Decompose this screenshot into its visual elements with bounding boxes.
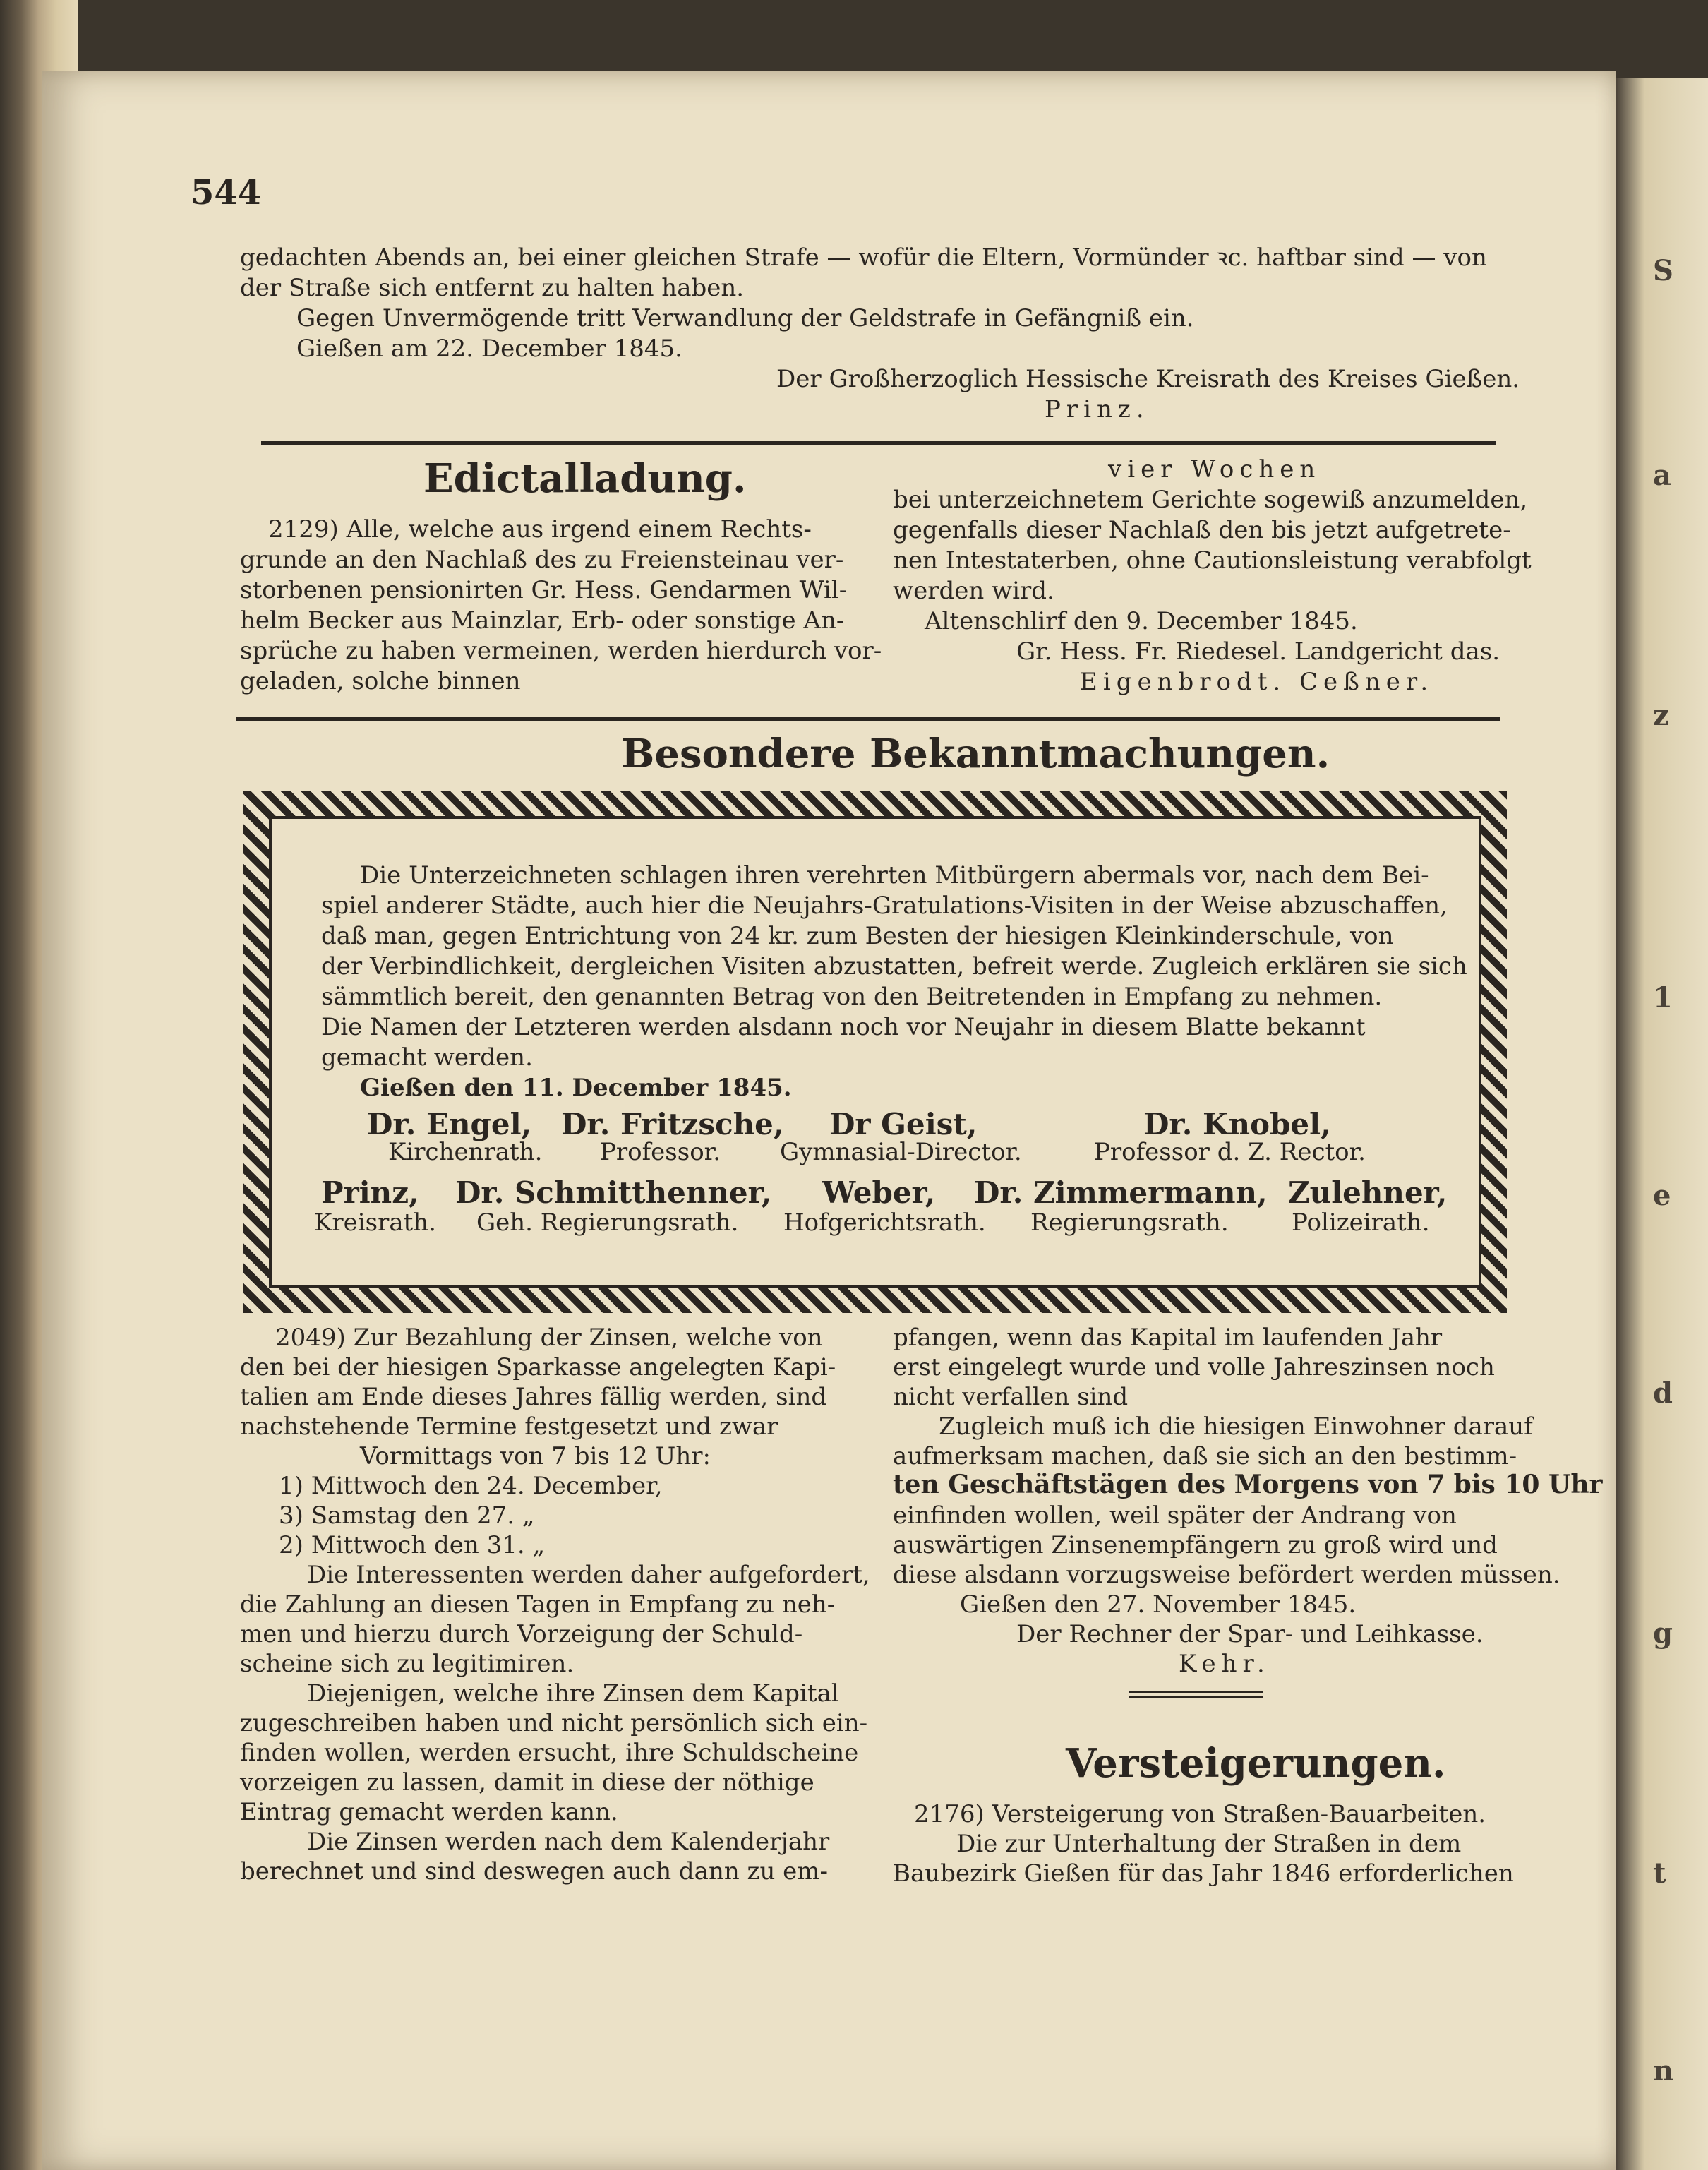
text-line: auswärtigen Zinsenempfängern zu groß wird und — [893, 1531, 1498, 1559]
text-line: der Straße sich entfernt zu halten haben. — [240, 274, 745, 302]
text-line: vorzeigen zu lassen, damit in diese der nöthige — [240, 1768, 814, 1797]
signature-line: Der Großherzoglich Hessische Kreisrath des Kreises Gießen. — [776, 365, 1520, 393]
signatory-name: Dr. Schmitthenner, — [455, 1175, 772, 1210]
signatory-title: Gymnasial-Director. — [780, 1138, 1022, 1166]
text-line: 2049) Zur Bezahlung der Zinsen, welche von — [275, 1324, 823, 1352]
signatory-name: Dr. Fritzsche, — [561, 1107, 784, 1141]
text-line: 3) Samstag den 27. „ — [279, 1501, 535, 1530]
facing-page-letter: 1 — [1653, 981, 1673, 1014]
text-line: Die Namen der Letzteren werden alsdann noch vor Neujahr in diesem Blatte bekannt — [321, 1013, 1366, 1041]
text-line: gedachten Abends an, bei einer gleichen Strafe — wofür die Eltern, Vormünder ꝛc. haftbar sind — von — [240, 244, 1487, 272]
text-line: talien am Ende dieses Jahres fällig werden, sind — [240, 1383, 827, 1411]
signatory-title: Kirchenrath. — [388, 1138, 543, 1166]
text-line: 1) Mittwoch den 24. December, — [279, 1472, 663, 1500]
text-line: men und hierzu durch Vorzeigung der Schuld- — [240, 1620, 803, 1648]
signature-line: Der Rechner der Spar- und Leihkasse. — [1016, 1620, 1484, 1648]
text-line: spiel anderer Städte, auch hier die Neujahrs-Gratulations-Visiten in der Weise abzuschaffen, — [321, 892, 1448, 920]
facing-page-letter: n — [1653, 2054, 1674, 2087]
text-line: bei unterzeichnetem Gerichte sogewiß anzumelden, — [893, 486, 1528, 514]
section-divider — [236, 717, 1500, 721]
facing-page-letter: z — [1653, 699, 1669, 732]
text-line: die Zahlung an diesen Tagen in Empfang zu neh- — [240, 1590, 836, 1619]
text-line: erst eingelegt wurde und volle Jahreszinsen noch — [893, 1353, 1495, 1381]
text-line: sprüche zu haben vermeinen, werden hierdurch vor- — [240, 637, 882, 665]
text-line: scheine sich zu legitimiren. — [240, 1650, 575, 1678]
signatory-title: Professor. — [600, 1138, 721, 1166]
facing-page-letter: t — [1653, 1857, 1666, 1890]
text-line: ten Geschäftstägen des Morgens von 7 bis 10 Uhr — [893, 1470, 1603, 1499]
text-line: Gießen am 22. December 1845. — [296, 335, 682, 363]
text-line: den bei der hiesigen Sparkasse angelegten Kapi- — [240, 1353, 836, 1381]
page-number: 544 — [191, 173, 262, 212]
signer-name: Kehr. — [1179, 1650, 1270, 1678]
short-divider — [1129, 1691, 1263, 1693]
text-line: Gießen den 11. December 1845. — [360, 1074, 792, 1102]
text-line: Gr. Hess. Fr. Riedesel. Landgericht das. — [1016, 637, 1500, 666]
text-line: nicht verfallen sind — [893, 1383, 1129, 1411]
text-line: 2176) Versteigerung von Straßen-Bauarbeiten. — [914, 1800, 1486, 1828]
text-line: aufmerksam machen, daß sie sich an den bestimm- — [893, 1442, 1517, 1470]
section-heading: Edictalladung. — [423, 455, 747, 502]
signatory-name: Weber, — [822, 1175, 936, 1210]
signatory-title: Geh. Regierungsrath. — [476, 1209, 739, 1237]
text-line: werden wird. — [893, 577, 1054, 605]
signatory-name: Prinz, — [321, 1175, 419, 1210]
text-line: Die Zinsen werden nach dem Kalenderjahr — [307, 1828, 830, 1856]
signatory-name: Dr Geist, — [829, 1107, 978, 1141]
section-heading: Versteigerungen. — [1066, 1740, 1446, 1787]
text-line: pfangen, wenn das Kapital im laufenden Jahr — [893, 1324, 1443, 1352]
text-line: Gießen den 27. November 1845. — [960, 1590, 1357, 1619]
facing-page-letter: e — [1653, 1179, 1671, 1212]
text-line: finden wollen, werden ersucht, ihre Schuldscheine — [240, 1739, 859, 1767]
signatory-title: Hofgerichtsrath. — [783, 1209, 986, 1237]
text-line: zugeschreiben haben und nicht persönlich sich ein- — [240, 1709, 868, 1737]
facing-page-letter: g — [1653, 1617, 1673, 1650]
text-line: nen Intestaterben, ohne Cautionsleistung verabfolgt — [893, 546, 1532, 575]
signatory-name: Zulehner, — [1288, 1175, 1448, 1210]
text-line: sämmtlich bereit, den genannten Betrag von den Beitretenden in Empfang zu nehmen. — [321, 983, 1383, 1011]
text-line: Baubezirk Gießen für das Jahr 1846 erforderlichen — [893, 1859, 1514, 1888]
text-line: Die zur Unterhaltung der Straßen in dem — [956, 1830, 1462, 1858]
text-line: Die Unterzeichneten schlagen ihren verehrten Mitbürgern abermals vor, nach dem Bei- — [360, 861, 1429, 889]
text-line: geladen, solche binnen — [240, 667, 521, 695]
text-line: Die Interessenten werden daher aufgefordert, — [307, 1561, 870, 1589]
text-line: nachstehende Termine festgesetzt und zwar — [240, 1413, 778, 1441]
text-line: diese alsdann vorzugsweise befördert werden müssen. — [893, 1561, 1560, 1589]
text-line: Eintrag gemacht werden kann. — [240, 1798, 618, 1826]
text-line: gemacht werden. — [321, 1043, 533, 1072]
signer-name: Prinz. — [1045, 395, 1150, 424]
signatory-title: Regierungsrath. — [1030, 1209, 1229, 1237]
signatory-title: Professor d. Z. Rector. — [1094, 1138, 1366, 1166]
text-line: Gegen Unvermögende tritt Verwandlung der Geldstrafe in Gefängniß ein. — [296, 304, 1194, 332]
text-line: Diejenigen, welche ihre Zinsen dem Kapital — [307, 1679, 839, 1708]
signatory-name: Dr. Knobel, — [1143, 1107, 1331, 1141]
text-line: einfinden wollen, weil später der Andrang von — [893, 1501, 1457, 1530]
text-line: Vormittags von 7 bis 12 Uhr: — [360, 1442, 711, 1470]
text-line: vier Wochen — [1108, 455, 1321, 484]
text-line: der Verbindlichkeit, dergleichen Visiten abzustatten, befreit werde. Zugleich erklären sie sich — [321, 952, 1467, 981]
short-divider — [1129, 1696, 1263, 1698]
text-line: daß man, gegen Entrichtung von 24 kr. zum Besten der hiesigen Kleinkinderschule, von — [321, 922, 1394, 950]
section-divider — [261, 441, 1496, 445]
text-line: Eigenbrodt. Ceßner. — [1080, 668, 1434, 696]
text-line: 2) Mittwoch den 31. „ — [279, 1531, 546, 1559]
signatory-name: Dr. Zimmermann, — [974, 1175, 1268, 1210]
text-line: gegenfalls dieser Nachlaß den bis jetzt aufgetrete- — [893, 516, 1511, 544]
signatory-title: Kreisrath. — [314, 1209, 436, 1237]
section-heading: Besondere Bekanntmachungen. — [621, 731, 1330, 777]
text-line: Altenschlirf den 9. December 1845. — [925, 607, 1358, 635]
text-line: storbenen pensionirten Gr. Hess. Gendarmen Wil- — [240, 576, 848, 604]
facing-page-letter: d — [1653, 1377, 1673, 1410]
text-line: 2129) Alle, welche aus irgend einem Rechts- — [268, 515, 812, 544]
text-line: Zugleich muß ich die hiesigen Einwohner darauf — [939, 1413, 1533, 1441]
facing-page-letter: a — [1653, 459, 1671, 492]
text-line: grunde an den Nachlaß des zu Freiensteinau ver- — [240, 546, 844, 574]
signatory-title: Polizeirath. — [1292, 1209, 1430, 1237]
signatory-name: Dr. Engel, — [367, 1107, 532, 1141]
text-line: helm Becker aus Mainzlar, Erb- oder sonstige An- — [240, 606, 845, 635]
text-line: berechnet und sind deswegen auch dann zu em- — [240, 1857, 829, 1886]
facing-page-letter: S — [1653, 254, 1673, 287]
facing-page-edge — [1616, 78, 1708, 2170]
